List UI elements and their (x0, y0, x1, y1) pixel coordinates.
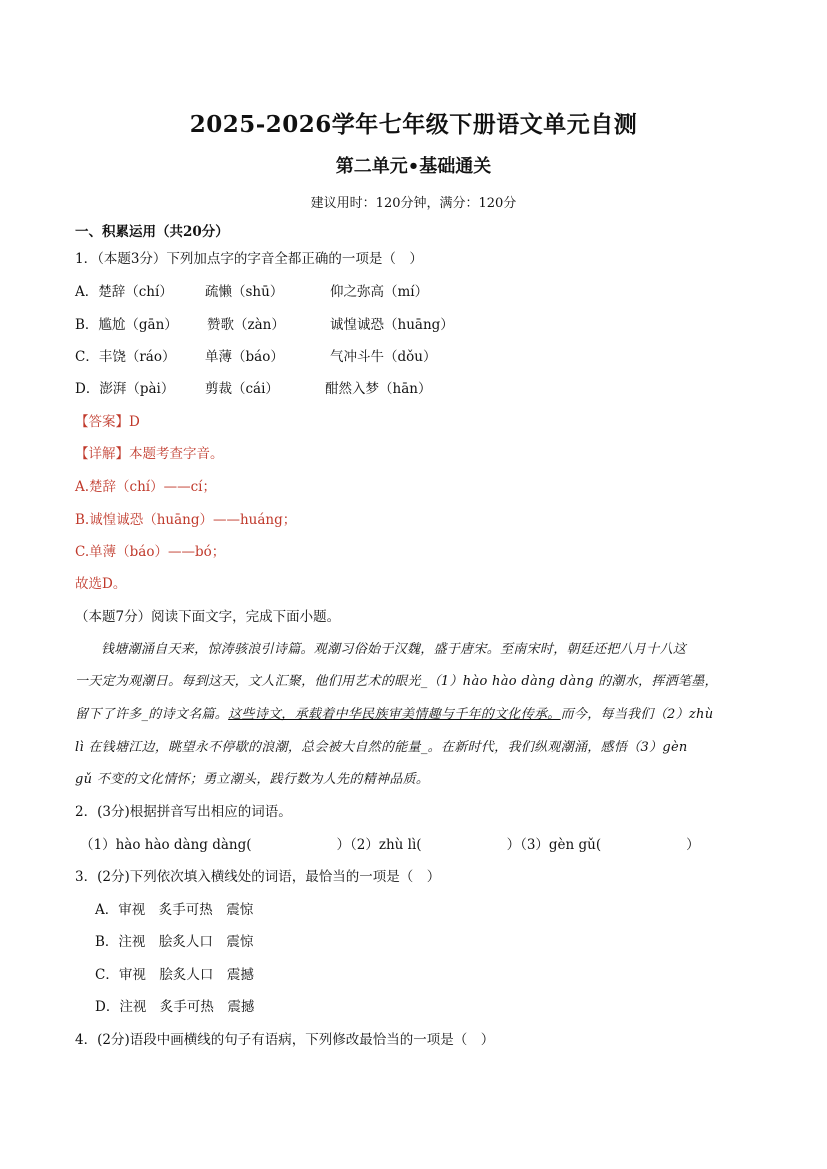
q1-option-d: D．澎湃（pài） (75, 381, 175, 397)
passage-line-5: gǔ 不变的文化情怀；勇立潮头，践行数为人先的精神品质。 (75, 772, 430, 787)
passage-line-3-b: 而今，每当我们（2）zhù (560, 707, 714, 722)
q3-option-a: A．审视 炙手可热 震惊 (95, 902, 254, 918)
q1-detail (75, 442, 224, 462)
passage-line-3 (75, 703, 755, 722)
passage-intro: （本题7分）阅读下面文字，完成下面小题。 (75, 609, 341, 625)
q4-stem: 4．(2分)语段中画横线的句子有语病，下列修改最恰当的一项是（ ） (75, 1032, 495, 1048)
q1-option-c: C．丰饶（ráo） (75, 349, 176, 365)
time-note: 建议用时：120分钟，满分：120分 (310, 196, 517, 211)
q2-part-2: ）（2）zhù lì( (336, 837, 422, 853)
q1-option-a: A．楚辞（chí） (75, 284, 173, 300)
q1-conclusion: 故选D。 (75, 576, 127, 592)
q1-stem: 1．（本题3分）下列加点字的字音全都正确的一项是（ ） (75, 251, 423, 267)
q2-close: ） (686, 837, 700, 853)
q1-explanation-c: C.单薄（báo）——bó； (75, 544, 226, 560)
underlined-sentence: 这些诗文，承载着中华民族审美情趣与千年的文化传承。 (228, 707, 561, 722)
q1-option-b-b: 赞歌（zàn） (207, 317, 285, 333)
q3-stem: 3．(2分)下列依次填入横线处的词语，最恰当的一项是（ ） (75, 869, 441, 885)
passage-line-4: lì 在钱塘江边，眺望永不停歇的浪潮，总会被大自然的能量_。在新时代，我们纵观潮涌，感悟（3）gèn (75, 740, 688, 755)
q1-option-d-c: 酣然入梦（hān） (325, 381, 432, 397)
q3-option-b: B．注视 脍炙人口 震惊 (95, 934, 254, 950)
q3-option-d: D．注视 炙手可热 震撼 (95, 999, 255, 1015)
q1-option-a-c: 仰之弥高（mí） (330, 284, 429, 300)
passage-line-1: 钱塘潮涌自天来，惊涛骇浪引诗篇。观潮习俗始于汉魏，盛于唐宋。至南宋时，朝廷还把八月十八这 (101, 642, 687, 657)
passage-line-2: 一天定为观潮日。每到这天，文人汇聚，他们用艺术的眼光_（1）hào hào dàng dàng 的潮水，挥洒笔墨， (75, 674, 718, 689)
q2-blanks (80, 833, 700, 853)
section-heading: 一、积累运用（共20分） (75, 224, 229, 240)
q1-explanation-a: A.楚辞（chí）——cí； (75, 479, 216, 495)
q2-stem: 2．(3分)根据拼音写出相应的词语。 (75, 804, 292, 820)
passage-line-3-a: 留下了许多_的诗文名篇。 (75, 707, 229, 722)
q1-option-c-b: 单薄（báo） (205, 349, 284, 365)
q2-part-1: （1）hào hào dàng dàng( (80, 837, 252, 853)
detail-text: 本题考查字音。 (129, 446, 224, 462)
detail-label: 【详解】 (75, 446, 129, 462)
q1-answer: 【答案】D (75, 414, 140, 430)
q2-part-3: ）（3）gèn gǔ( (506, 837, 602, 853)
q1-explanation-b: B.诚惶诚恐（huāng）——huáng； (75, 512, 297, 528)
page-subtitle: 第二单元•基础通关 (335, 156, 492, 177)
q1-option-b: B．尴尬（gān） (75, 317, 178, 333)
page-title: 2025-2026学年七年级下册语文单元自测 (189, 111, 638, 138)
q1-option-b-c: 诚惶诚恐（huāng） (330, 317, 454, 333)
q1-option-c-c: 气冲斗牛（dǒu） (330, 349, 437, 365)
q1-option-d-b: 剪裁（cái） (205, 381, 279, 397)
q3-option-c: C．审视 脍炙人口 震撼 (95, 967, 254, 983)
q1-option-a-b: 疏懒（shū） (205, 284, 284, 300)
